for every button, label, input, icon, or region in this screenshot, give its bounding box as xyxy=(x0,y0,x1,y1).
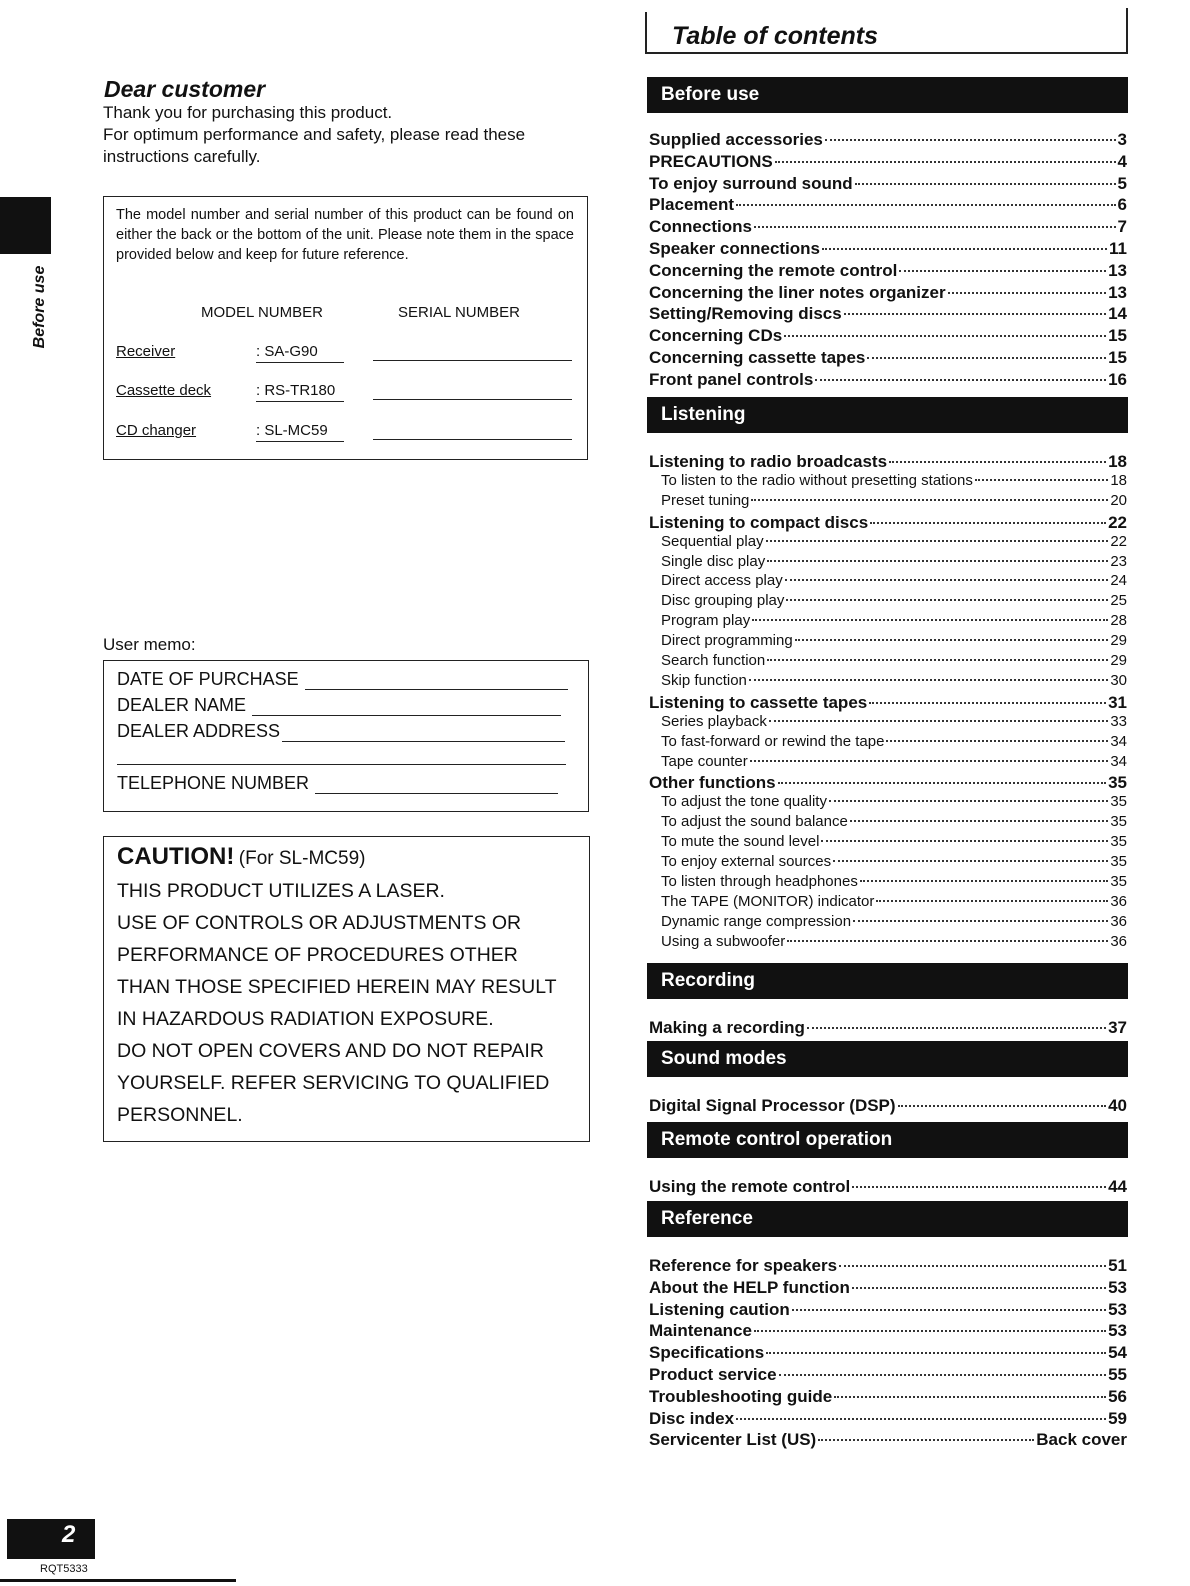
toc-entry-page: 54 xyxy=(1108,1343,1127,1363)
dot-leader xyxy=(844,313,1106,315)
toc-entry-title: To fast-forward or rewind the tape xyxy=(661,732,885,750)
toc-entry-page: 31 xyxy=(1108,692,1127,712)
toc-entry-title: The TAPE (MONITOR) indicator xyxy=(661,892,875,910)
toc-entry-title: To adjust the sound balance xyxy=(661,813,848,831)
user-memo-label: User memo: xyxy=(103,635,196,654)
toc-entry[interactable] xyxy=(649,1409,1127,1429)
memo-fill-line[interactable] xyxy=(305,671,568,690)
dot-leader xyxy=(852,1287,1106,1289)
toc-entry[interactable] xyxy=(649,1278,1127,1298)
toc-entry-title: Listening to radio broadcasts xyxy=(649,452,888,471)
toc-subentry[interactable] xyxy=(661,933,1127,950)
dot-leader xyxy=(792,1309,1106,1311)
dot-leader xyxy=(775,161,1116,163)
dot-leader xyxy=(795,639,1109,641)
toc-entry-page: 55 xyxy=(1108,1365,1127,1384)
toc-entry-page: 22 xyxy=(1110,532,1127,550)
dot-leader xyxy=(834,1396,1106,1398)
toc-entry-title: PRECAUTIONS xyxy=(649,151,773,171)
model-number-box xyxy=(103,196,588,460)
dot-leader xyxy=(867,357,1106,359)
dot-leader xyxy=(815,379,1106,381)
toc-subentry[interactable] xyxy=(661,533,1127,550)
toc-entry-title: Skip function xyxy=(661,671,747,689)
caution-line: THIS PRODUCT UTILIZES A LASER. xyxy=(117,880,445,902)
toc-entry-title: Speaker connections xyxy=(649,239,821,258)
toc-entry[interactable] xyxy=(649,304,1127,324)
serial-number-field[interactable] xyxy=(373,360,572,361)
toc-entry-page: 36 xyxy=(1110,932,1127,950)
toc-entry-title: Dynamic range compression xyxy=(661,912,852,930)
serial-number-field[interactable] xyxy=(373,399,572,400)
caution-line: USE OF CONTROLS OR ADJUSTMENTS OR xyxy=(117,912,522,934)
dot-leader xyxy=(807,1027,1106,1029)
dot-leader xyxy=(898,1105,1107,1107)
model-note: The model number and serial number of this product can be found on either the back or the bottom of the unit. Please note them in the space provided below and keep for future reference. xyxy=(116,207,574,263)
memo-field-dealer-address xyxy=(117,721,565,742)
memo-field-label: DATE OF PURCHASE xyxy=(117,669,299,689)
caution-line: PERSONNEL. xyxy=(117,1104,243,1126)
toc-subentry[interactable] xyxy=(661,632,1127,649)
toc-entry-page: 22 xyxy=(1108,512,1127,532)
dot-leader xyxy=(860,880,1108,882)
toc-section-header-listening: Listening xyxy=(647,397,1128,433)
toc-subentry[interactable] xyxy=(661,553,1127,570)
toc-entry-title: Other functions xyxy=(649,773,776,793)
toc-subentry[interactable] xyxy=(661,793,1127,810)
dot-leader xyxy=(749,679,1108,681)
dot-leader xyxy=(752,619,1108,621)
toc-entry-title: To mute the sound level xyxy=(661,833,820,851)
memo-field-telephone-number xyxy=(117,773,558,794)
caution-line: IN HAZARDOUS RADIATION EXPOSURE. xyxy=(117,1008,494,1030)
toc-entry-page: 40 xyxy=(1108,1096,1127,1115)
toc-entry-title: Making a recording xyxy=(649,1018,805,1037)
dot-leader xyxy=(822,248,1107,250)
dot-leader xyxy=(754,226,1116,228)
toc-subentry[interactable] xyxy=(661,713,1127,730)
toc-entry-title: Reference for speakers xyxy=(649,1256,838,1275)
toc-entry-page: 14 xyxy=(1108,304,1127,324)
toc-subentry[interactable] xyxy=(661,472,1127,489)
dot-leader xyxy=(766,540,1109,542)
toc-entry-title: Listening to cassette tapes xyxy=(649,692,868,712)
document-code: RQT5333 xyxy=(40,1563,88,1575)
dot-leader xyxy=(785,579,1109,581)
toc-entry-page: 36 xyxy=(1110,912,1127,930)
dot-leader xyxy=(948,292,1106,294)
toc-subentry[interactable] xyxy=(661,873,1127,890)
toc-entry-title: Concerning the remote control xyxy=(649,260,898,280)
caution-line: PERFORMANCE OF PROCEDURES OTHER xyxy=(117,944,518,966)
toc-entry-title: Troubleshooting guide xyxy=(649,1386,833,1406)
dot-leader xyxy=(751,499,1108,501)
toc-entry[interactable] xyxy=(649,773,1127,793)
toc-entry-title: Maintenance xyxy=(649,1321,752,1341)
toc-entry-title: To listen through headphones xyxy=(661,872,858,890)
toc-entry-page: 11 xyxy=(1109,239,1127,258)
dot-leader xyxy=(750,760,1109,762)
toc-entry[interactable] xyxy=(649,1177,1127,1197)
toc-entry[interactable] xyxy=(649,1096,1127,1116)
toc-entry[interactable] xyxy=(649,1343,1127,1363)
toc-entry-page: 20 xyxy=(1110,491,1127,509)
toc-subentry[interactable] xyxy=(661,652,1127,669)
toc-entry-page: 18 xyxy=(1110,471,1127,489)
toc-entry[interactable] xyxy=(649,239,1127,259)
toc-section-header-remote-control-operation: Remote control operation xyxy=(647,1122,1128,1158)
toc-entry[interactable] xyxy=(649,195,1127,215)
toc-entry[interactable] xyxy=(649,370,1127,390)
toc-entry[interactable] xyxy=(649,1018,1127,1038)
toc-entry-page: 53 xyxy=(1108,1299,1127,1319)
footer-rule xyxy=(0,1579,236,1582)
toc-entry-title: Tape counter xyxy=(661,752,748,770)
dot-leader xyxy=(818,1439,1034,1441)
toc-entry-page: 13 xyxy=(1108,282,1127,302)
memo-field-label: DEALER ADDRESS xyxy=(117,721,281,741)
memo-fill-line[interactable] xyxy=(315,775,558,794)
toc-entry-title: Supplied accessories xyxy=(649,130,823,149)
toc-entry-title: Direct access play xyxy=(661,572,783,590)
toc-entry[interactable] xyxy=(649,1365,1127,1385)
dot-leader xyxy=(839,1265,1106,1267)
toc-title: Table of contents xyxy=(672,22,879,50)
toc-entry-page: 15 xyxy=(1108,326,1127,346)
toc-entry-page: 34 xyxy=(1110,732,1127,750)
toc-entry-page: 23 xyxy=(1110,552,1127,570)
dot-leader xyxy=(850,820,1109,822)
toc-entry-page: 33 xyxy=(1110,712,1127,730)
toc-entry-page: 56 xyxy=(1108,1386,1127,1406)
toc-subentry[interactable] xyxy=(661,913,1127,930)
toc-entry-page: 59 xyxy=(1108,1408,1127,1428)
toc-entry-page: 13 xyxy=(1108,260,1127,280)
toc-entry-page: 4 xyxy=(1117,151,1127,171)
toc-entry[interactable] xyxy=(649,261,1127,281)
toc-entry-page: 34 xyxy=(1110,752,1127,770)
toc-subentry[interactable] xyxy=(661,813,1127,830)
toc-entry[interactable] xyxy=(649,217,1127,237)
toc-entry-title: Listening to compact discs xyxy=(649,512,869,532)
toc-section-header-before-use: Before use xyxy=(647,77,1128,113)
toc-entry[interactable] xyxy=(649,152,1127,172)
dot-leader xyxy=(829,800,1108,802)
toc-entry[interactable] xyxy=(649,283,1127,303)
toc-entry-title: Disc index xyxy=(649,1408,735,1428)
toc-entry-title: Connections xyxy=(649,217,752,237)
toc-entry-title: Direct programming xyxy=(661,632,793,650)
toc-entry-title: To adjust the tone quality xyxy=(661,793,827,811)
dot-leader xyxy=(886,740,1108,742)
toc-subentry[interactable] xyxy=(661,753,1127,770)
toc-entry-title: To enjoy external sources xyxy=(661,853,832,870)
model-row-label: Receiver xyxy=(116,343,176,360)
toc-entry-title: Front panel controls xyxy=(649,369,814,389)
toc-entry[interactable] xyxy=(649,348,1127,368)
memo-address-line-2[interactable] xyxy=(117,764,566,765)
dot-leader xyxy=(784,335,1106,337)
dot-leader xyxy=(787,940,1108,942)
toc-entry[interactable] xyxy=(649,130,1127,150)
caution-line: DO NOT OPEN COVERS AND DO NOT REPAIR xyxy=(117,1040,544,1062)
toc-entry[interactable] xyxy=(649,174,1127,194)
page-number: 2 xyxy=(62,1521,76,1548)
dot-leader xyxy=(975,479,1108,481)
toc-entry-page: 16 xyxy=(1108,369,1127,389)
toc-entry-page: 53 xyxy=(1108,1321,1127,1341)
toc-entry-title: Using a subwoofer xyxy=(661,932,786,950)
toc-entry-page: 24 xyxy=(1110,572,1127,590)
toc-entry-title: Series playback xyxy=(661,712,767,730)
memo-field-dealer-name xyxy=(117,695,561,716)
toc-title-rule xyxy=(1126,8,1128,53)
toc-entry-page: 7 xyxy=(1117,217,1127,237)
memo-field-label: TELEPHONE NUMBER xyxy=(117,773,310,793)
toc-subentry[interactable] xyxy=(661,893,1127,910)
toc-entry-page: 35 xyxy=(1110,813,1127,831)
toc-subentry[interactable] xyxy=(661,592,1127,609)
toc-entry[interactable] xyxy=(649,1387,1127,1407)
toc-entry-title: Concerning cassette tapes xyxy=(649,348,866,367)
toc-entry-page: 30 xyxy=(1110,671,1127,689)
dot-leader xyxy=(736,204,1115,206)
toc-entry[interactable] xyxy=(649,326,1127,346)
model-row-receiver xyxy=(116,343,576,365)
dot-leader xyxy=(833,860,1108,862)
dot-leader xyxy=(870,522,1106,524)
model-number-header: MODEL NUMBER xyxy=(201,304,323,321)
dot-leader xyxy=(778,782,1107,784)
toc-entry-title: Digital Signal Processor (DSP) xyxy=(649,1096,896,1115)
model-row-label: Cassette deck xyxy=(116,382,212,399)
toc-entry[interactable] xyxy=(649,693,1127,713)
toc-entry-page: 3 xyxy=(1117,130,1127,149)
page-number-badge xyxy=(7,1519,95,1559)
toc-entry-title: To listen to the radio without presetting stations xyxy=(661,471,973,489)
toc-entry[interactable] xyxy=(649,452,1127,472)
toc-entry-title: Single disc play xyxy=(661,552,766,570)
toc-subentry[interactable] xyxy=(661,572,1127,589)
toc-entry-title: Preset tuning xyxy=(661,491,750,509)
serial-number-header: SERIAL NUMBER xyxy=(398,304,520,321)
toc-entry-page: 36 xyxy=(1110,892,1127,910)
dot-leader xyxy=(769,720,1108,722)
serial-number-field[interactable] xyxy=(373,439,572,440)
toc-subentry[interactable] xyxy=(661,612,1127,629)
dot-leader xyxy=(754,1330,1106,1332)
memo-fill-line[interactable] xyxy=(282,723,565,742)
dot-leader xyxy=(855,183,1116,185)
memo-field-date-of-purchase xyxy=(117,669,568,690)
toc-entry-page: 35 xyxy=(1110,793,1127,811)
greeting-title: Dear customer xyxy=(104,76,266,102)
model-row-label: CD changer xyxy=(116,422,197,439)
dot-leader xyxy=(853,920,1108,922)
toc-entry-page: 35 xyxy=(1110,872,1127,890)
toc-entry-title: Sequential play xyxy=(661,532,764,550)
memo-field-label: DEALER NAME xyxy=(117,695,247,715)
dot-leader xyxy=(889,461,1106,463)
toc-entry-title: Disc grouping play xyxy=(661,592,785,610)
dot-leader xyxy=(767,659,1108,661)
dot-leader xyxy=(736,1418,1106,1420)
dot-leader xyxy=(786,599,1108,601)
toc-entry-page: 37 xyxy=(1108,1018,1127,1037)
toc-subentry[interactable] xyxy=(661,733,1127,750)
toc-entry-title: To enjoy surround sound xyxy=(649,173,853,193)
toc-entry-page: 35 xyxy=(1110,833,1127,851)
toc-subentry[interactable] xyxy=(661,672,1127,689)
toc-entry-title: Setting/Removing discs xyxy=(649,304,842,324)
caution-heading xyxy=(117,843,365,871)
toc-entry-page: 25 xyxy=(1110,592,1127,610)
toc-entry-page: 5 xyxy=(1117,173,1127,193)
toc-title-rule xyxy=(645,12,647,54)
toc-title-rule xyxy=(645,52,1128,54)
toc-entry-title: Using the remote control xyxy=(649,1177,851,1196)
laser-caution-box xyxy=(103,836,590,1142)
toc-entry-page: Back cover xyxy=(1036,1430,1127,1450)
dot-leader xyxy=(825,139,1116,141)
toc-entry-title: Placement xyxy=(649,195,735,215)
toc-entry-title: About the HELP function xyxy=(649,1277,850,1297)
toc-entry[interactable] xyxy=(649,1256,1127,1276)
caution-title: CAUTION! xyxy=(117,843,235,870)
user-memo-box xyxy=(103,660,589,812)
dot-leader xyxy=(899,270,1106,272)
toc-entry-title: Program play xyxy=(661,612,751,630)
toc-entry-page: 29 xyxy=(1110,652,1127,669)
toc-subentry[interactable] xyxy=(661,833,1127,850)
toc-entry-title: Search function xyxy=(661,652,766,669)
toc-entry-page: 35 xyxy=(1110,853,1127,870)
dot-leader xyxy=(852,1186,1106,1188)
memo-fill-line[interactable] xyxy=(252,697,561,716)
toc-entry-title: Product service xyxy=(649,1365,777,1384)
toc-entry-page: 6 xyxy=(1117,195,1127,215)
toc-entry-page: 15 xyxy=(1108,348,1127,367)
caution-model: (For SL-MC59) xyxy=(238,848,366,869)
toc-entry[interactable] xyxy=(649,1430,1127,1450)
toc-entry-title: Concerning the liner notes organizer xyxy=(649,282,946,302)
greeting-line: For optimum performance and safety, please read these xyxy=(103,125,526,144)
side-tab-label: Before use xyxy=(31,265,48,349)
toc-entry-title: Specifications xyxy=(649,1343,765,1363)
side-tab-block xyxy=(0,197,51,254)
dot-leader xyxy=(876,900,1108,902)
toc-entry[interactable] xyxy=(649,1300,1127,1320)
toc-section-header-recording: Recording xyxy=(647,963,1128,999)
dot-leader xyxy=(869,702,1106,704)
dot-leader xyxy=(767,560,1108,562)
toc-entry-page: 28 xyxy=(1110,612,1127,630)
toc-entry[interactable] xyxy=(649,513,1127,533)
toc-entry-title: Listening caution xyxy=(649,1299,790,1319)
dot-leader xyxy=(766,1352,1106,1354)
toc-entry-page: 29 xyxy=(1110,632,1127,650)
caution-line: YOURSELF. REFER SERVICING TO QUALIFIED xyxy=(117,1072,550,1094)
toc-entry-page: 44 xyxy=(1108,1177,1127,1196)
toc-subentry[interactable] xyxy=(661,492,1127,509)
model-row-value: : SL-MC59 xyxy=(256,422,344,442)
toc-entry-page: 53 xyxy=(1108,1277,1127,1297)
toc-entry-title: Concerning CDs xyxy=(649,326,783,346)
toc-entry[interactable] xyxy=(649,1321,1127,1341)
model-row-cd-changer xyxy=(116,422,576,444)
toc-entry-page: 18 xyxy=(1108,452,1127,471)
model-row-value: : RS-TR180 xyxy=(256,382,344,402)
dot-leader xyxy=(779,1374,1107,1376)
toc-entry-title: Servicenter List (US) xyxy=(649,1430,817,1450)
toc-subentry[interactable] xyxy=(661,853,1127,870)
toc-entry-page: 51 xyxy=(1108,1256,1127,1275)
toc-entry-page: 35 xyxy=(1108,773,1127,793)
toc-section-header-reference: Reference xyxy=(647,1201,1128,1237)
greeting-line: instructions carefully. xyxy=(103,147,261,166)
dot-leader xyxy=(821,840,1108,842)
model-row-value: : SA-G90 xyxy=(256,343,344,363)
model-row-cassette-deck xyxy=(116,382,576,404)
caution-line: THAN THOSE SPECIFIED HEREIN MAY RESULT xyxy=(117,976,557,998)
greeting-line: Thank you for purchasing this product. xyxy=(103,103,393,122)
toc-section-header-sound-modes: Sound modes xyxy=(647,1041,1128,1077)
